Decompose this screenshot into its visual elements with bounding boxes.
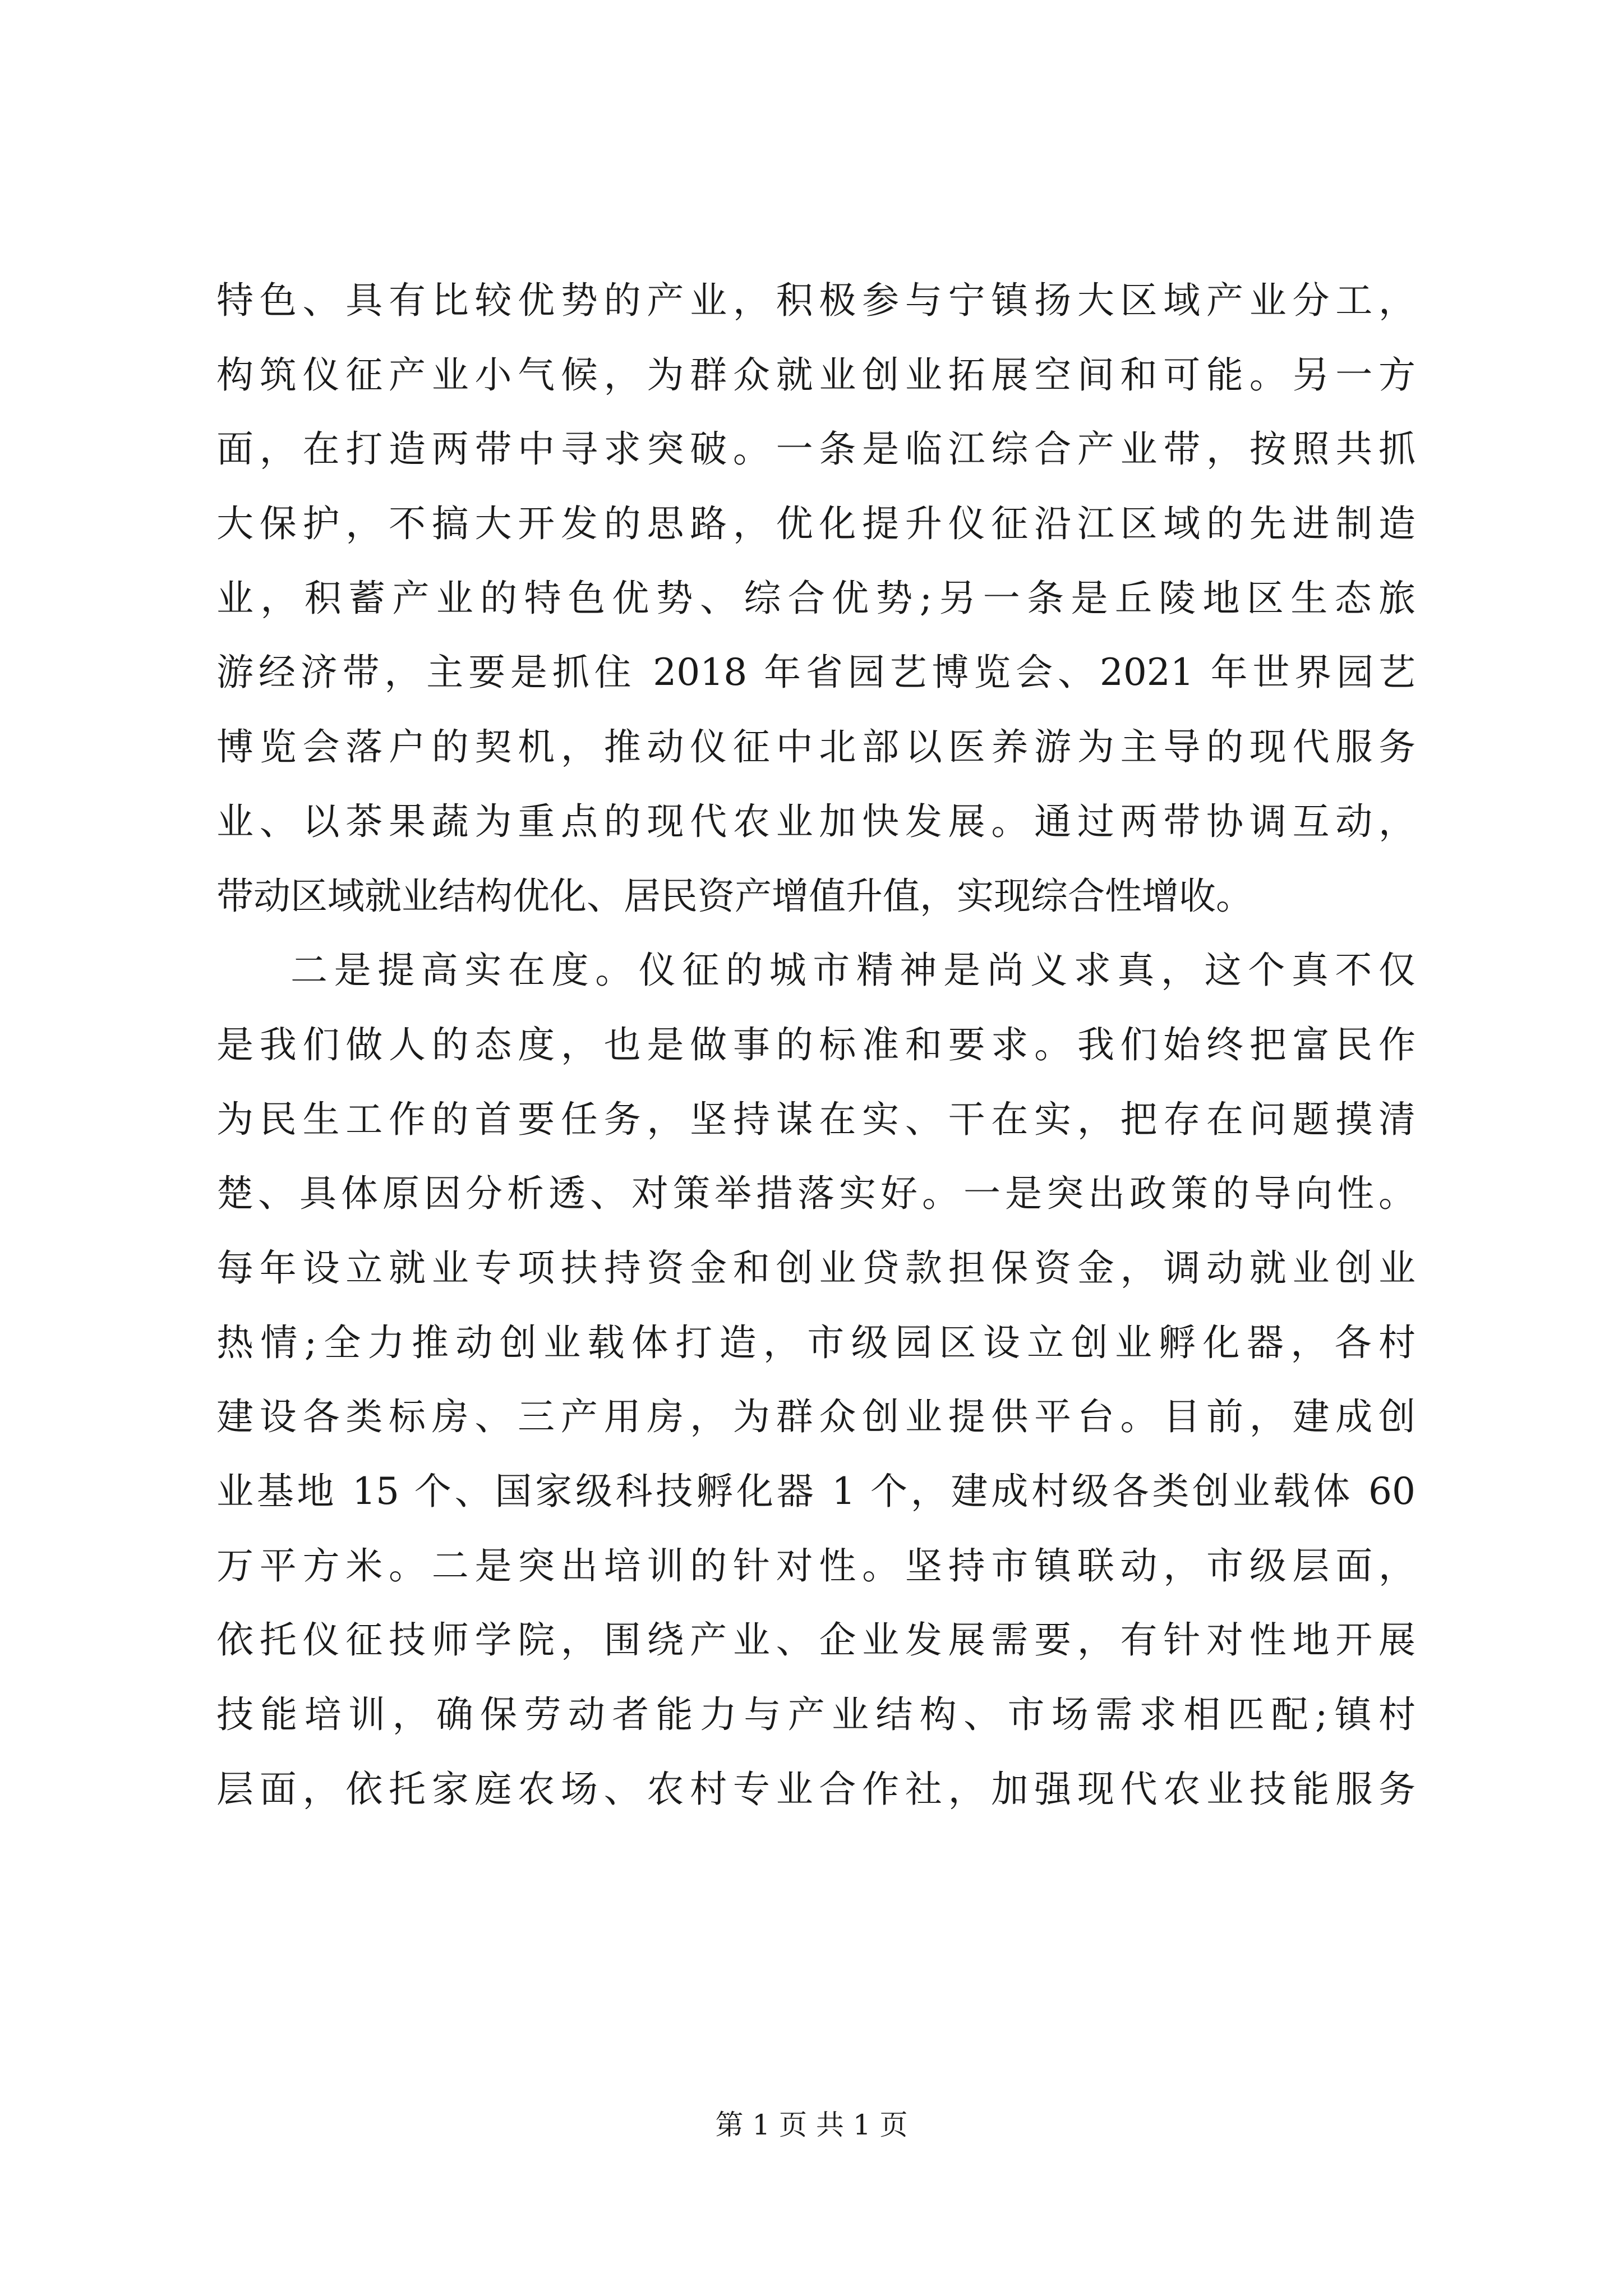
text-line: 楚、具体原因分析透、对策举措落实好。一是突出政策的导向性。 bbox=[216, 1172, 1415, 1216]
text-line: 是我们做人的态度，也是做事的标准和要求。我们始终把富民作 bbox=[216, 1023, 1415, 1066]
text-line: 层面，依托家庭农场、农村专业合作社，加强现代农业技能服务 bbox=[216, 1767, 1415, 1811]
paragraph-1 bbox=[216, 264, 1415, 933]
text-line: 业基地 15 个、国家级科技孵化器 1 个，建成村级各类创业载体 60 bbox=[216, 1470, 1415, 1513]
text-line: 博览会落户的契机，推动仪征中北部以医养游为主导的现代服务 bbox=[216, 725, 1415, 769]
text-line: 大保护，不搞大开发的思路，优化提升仪征沿江区域的先进制造 bbox=[216, 502, 1415, 546]
text-line: 业，积蓄产业的特色优势、综合优势;另一条是丘陵地区生态旅 bbox=[216, 576, 1415, 620]
text-line: 每年设立就业专项扶持资金和创业贷款担保资金，调动就业创业 bbox=[216, 1246, 1415, 1290]
text-line: 依托仪征技师学院，围绕产业、企业发展需要，有针对性地开展 bbox=[216, 1618, 1415, 1662]
text-line: 热情;全力推动创业载体打造，市级园区设立创业孵化器，各村 bbox=[216, 1320, 1415, 1364]
text-line: 万平方米。二是突出培训的针对性。坚持市镇联动，市级层面， bbox=[216, 1544, 1415, 1588]
text-line: 游经济带，主要是抓住 2018 年省园艺博览会、2021 年世界园艺 bbox=[216, 651, 1415, 694]
text-line: 建设各类标房、三产用房，为群众创业提供平台。目前，建成创 bbox=[216, 1395, 1415, 1439]
page-footer bbox=[0, 2102, 1623, 2143]
text-line: 面，在打造两带中寻求突破。一条是临江综合产业带，按照共抓 bbox=[216, 427, 1415, 471]
text-line: 技能培训，确保劳动者能力与产业结构、市场需求相匹配;镇村 bbox=[216, 1693, 1415, 1737]
text-line: 特色、具有比较优势的产业，积极参与宁镇扬大区域产业分工， bbox=[216, 279, 1415, 322]
page-number-label: 第 1 页 共 1 页 bbox=[715, 2109, 908, 2141]
text-line: 业、以茶果蔬为重点的现代农业加快发展。通过两带协调互动， bbox=[216, 799, 1415, 843]
text-line: 为民生工作的首要任务，坚持谋在实、干在实，把存在问题摸清 bbox=[216, 1097, 1415, 1141]
text-line: 带动区域就业结构优化、居民资产增值升值，实现综合性增收。 bbox=[216, 874, 1253, 918]
paragraph-2 bbox=[216, 933, 1415, 1826]
text-line: 二是提高实在度。仪征的城市精神是尚义求真，这个真不仅 bbox=[291, 949, 1415, 992]
text-line: 构筑仪征产业小气候，为群众就业创业拓展空间和可能。另一方 bbox=[216, 353, 1415, 397]
body-text bbox=[216, 264, 1415, 1826]
